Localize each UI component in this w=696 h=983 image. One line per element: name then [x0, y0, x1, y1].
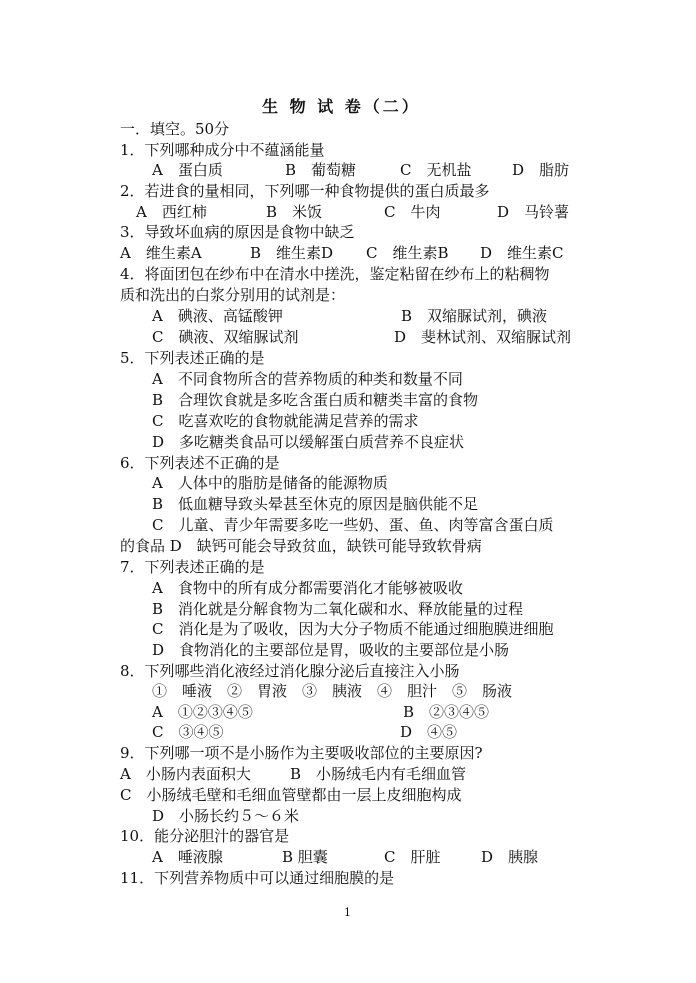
q7-stem: 7．下列表述正确的是: [120, 558, 265, 576]
q7-option-d: D 食物消化的主要部位是胃，吸收的主要部位是小肠: [152, 641, 510, 659]
q3-option-c: C 维生素B: [366, 244, 449, 262]
page-number: 1: [344, 906, 351, 919]
q2-option-b: B 米饭: [266, 203, 323, 221]
q3-stem: 3．导致坏血病的原因是食物中缺乏: [120, 223, 355, 241]
q7-option-c: C 消化是为了吸收，因为大分子物质不能通过细胞膜进细胞: [152, 620, 554, 638]
q10-option-a: A 唾液腺: [152, 848, 223, 866]
q4-stem-line1: 4．将面团包在纱布中在清水中搓洗，鉴定粘留在纱布上的粘稠物: [120, 265, 550, 283]
q2-option-d: D 马铃薯: [497, 203, 570, 221]
q8-stem: 8．下列哪些消化液经过消化腺分泌后直接注入小肠: [120, 662, 460, 680]
q6-option-a: A 人体中的脂肪是储备的能源物质: [152, 474, 388, 492]
q1-option-d: D 脂肪: [512, 161, 570, 179]
section-heading: 一．填空。50分: [120, 120, 230, 138]
q8-option-a: A ①②③④⑤: [152, 703, 253, 721]
q5-stem: 5．下列表述正确的是: [120, 349, 265, 367]
q1-option-c: C 无机盐: [400, 161, 472, 179]
q8-items: ① 唾液 ② 胃液 ③ 胰液 ④ 胆汁 ⑤ 肠液: [152, 682, 513, 700]
q9-stem: 9．下列哪一项不是小肠作为主要吸收部位的主要原因?: [120, 744, 483, 762]
q10-option-d: D 胰腺: [481, 848, 539, 866]
q5-option-a: A 不同食物所含的营养物质的种类和数量不同: [152, 370, 463, 388]
q6-option-c: C 儿童、青少年需要多吃一些奶、蛋、鱼、肉等富含蛋白质: [152, 516, 554, 534]
q3-option-b: B 维生素D: [250, 244, 334, 262]
q7-option-a: A 食物中的所有成分都需要消化才能够被吸收: [152, 579, 463, 597]
q1-option-b: B 葡萄糖: [285, 161, 357, 179]
q2-option-c: C 牛肉: [384, 203, 441, 221]
q10-option-b: B 胆囊: [282, 848, 328, 866]
page-title: 生 物 试 卷（二）: [262, 97, 421, 116]
q4-stem-line2: 质和洗出的白浆分别用的试剂是：: [120, 286, 346, 304]
q7-option-b: B 消化就是分解食物为二氧化碳和水、释放能量的过程: [152, 600, 524, 618]
q9-option-d: D 小肠长约５～６米: [152, 807, 300, 825]
q6-option-c-continued-and-d: 的食品 D 缺钙可能会导致贫血，缺铁可能导致软骨病: [120, 537, 482, 555]
q2-option-a: A 西红柿: [136, 203, 207, 221]
q4-option-c: C 碘液、双缩脲试剂: [152, 328, 299, 346]
q5-option-b: B 合理饮食就是多吃含蛋白质和糖类丰富的食物: [152, 391, 479, 409]
q9-option-a: A 小肠内表面积大: [120, 765, 251, 783]
q4-option-b: B 双缩脲试剂，碘液: [401, 307, 548, 325]
q8-option-b: B ②③④⑤: [403, 703, 490, 721]
q2-stem: 2．若进食的量相同，下列哪一种食物提供的蛋白质最多: [120, 182, 490, 200]
q1-stem: 1．下列哪种成分中不蕴涵能量: [120, 141, 325, 159]
q10-stem: 10．能分泌胆汁的器官是: [120, 827, 290, 845]
q9-option-b: B 小肠绒毛内有毛细血管: [290, 765, 467, 783]
q4-option-d: D 斐林试剂、双缩脲试剂: [394, 328, 572, 346]
q11-stem: 11．下列营养物质中可以通过细胞膜的是: [120, 869, 395, 887]
q10-option-c: C 肝脏: [384, 848, 441, 866]
q5-option-d: D 多吃糖类食品可以缓解蛋白质营养不良症状: [152, 433, 465, 451]
q8-option-d: D ④⑤: [400, 723, 458, 741]
q6-stem: 6．下列表述不正确的是: [120, 454, 280, 472]
q5-option-c: C 吃喜欢吃的食物就能满足营养的需求: [152, 412, 419, 430]
q6-option-b: B 低血糖导致头晕甚至休克的原因是脑供能不足: [152, 495, 479, 513]
q3-option-a: A 维生素A: [120, 244, 202, 262]
q3-option-d: D 维生素C: [480, 244, 564, 262]
q4-option-a: A 碘液、高锰酸钾: [152, 307, 283, 325]
q1-option-a: A 蛋白质: [152, 161, 223, 179]
q8-option-c: C ③④⑤: [152, 723, 224, 741]
q9-option-c: C 小肠绒毛壁和毛细血管壁都由一层上皮细胞构成: [120, 786, 462, 804]
